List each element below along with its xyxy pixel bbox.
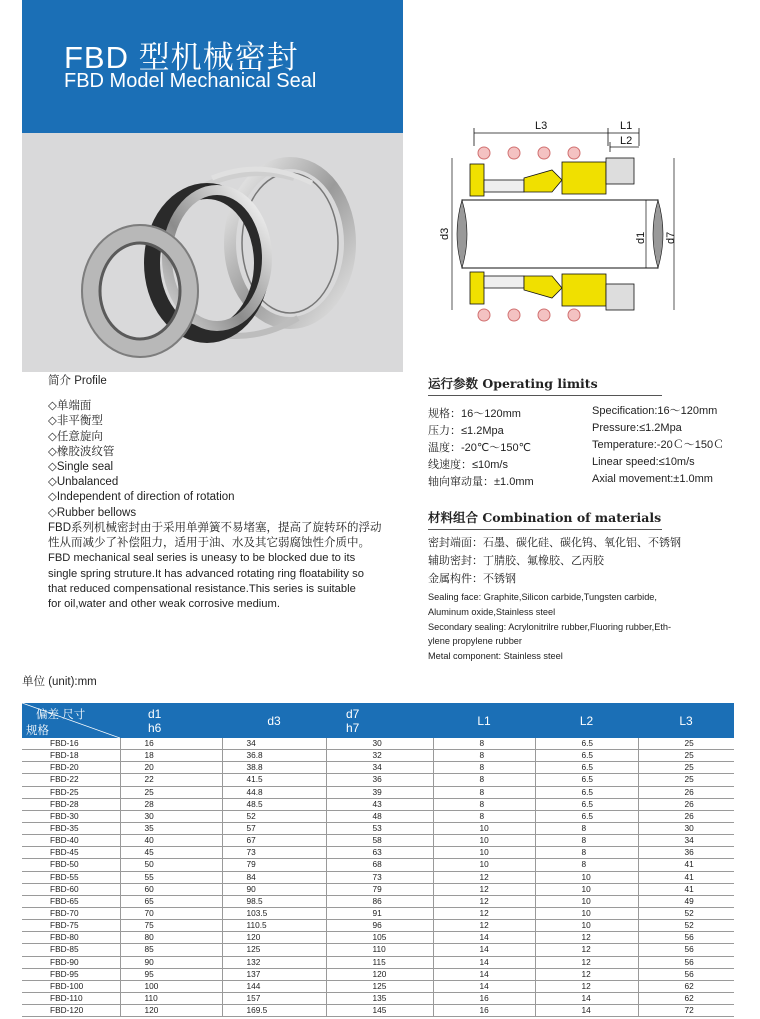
value-cell: 25 — [638, 762, 734, 774]
feature-item: ◇Rubber bellows — [48, 506, 137, 519]
table-row — [22, 762, 734, 774]
table-row — [22, 822, 734, 834]
table-row — [22, 798, 734, 810]
value-cell: 8 — [535, 822, 638, 834]
value-cell: 49 — [638, 895, 734, 907]
value-cell: 8 — [535, 835, 638, 847]
value-cell: 90 — [120, 956, 222, 968]
model-cell: FBD-100 — [22, 980, 120, 992]
value-cell: 41 — [638, 859, 734, 871]
value-cell: 56 — [638, 932, 734, 944]
value-cell: 135 — [326, 992, 433, 1004]
value-cell: 68 — [326, 859, 433, 871]
value-cell: 14 — [433, 980, 535, 992]
value-cell: 110 — [326, 944, 433, 956]
model-cell: FBD-18 — [22, 750, 120, 762]
value-cell: 8 — [433, 762, 535, 774]
value-cell: 52 — [638, 920, 734, 932]
value-cell: 25 — [120, 786, 222, 798]
header-l3: L3 — [638, 703, 734, 738]
table-row — [22, 883, 734, 895]
dim-label-l2: L2 — [620, 135, 633, 147]
table-row — [22, 786, 734, 798]
value-cell: 145 — [326, 1005, 433, 1017]
header-d7: d7 h7 — [326, 703, 433, 738]
value-cell: 120 — [120, 1005, 222, 1017]
value-cell: 30 — [120, 810, 222, 822]
value-cell: 6.5 — [535, 798, 638, 810]
model-cell: FBD-85 — [22, 944, 120, 956]
limit-item: Linear speed:≤10m/s — [592, 456, 695, 468]
cross-section-drawing — [434, 118, 682, 348]
title-en: FBD Model Mechanical Seal — [64, 70, 317, 92]
materials-en — [428, 590, 698, 664]
value-cell: 36.8 — [222, 750, 326, 762]
value-cell: 8 — [433, 774, 535, 786]
value-cell: 169.5 — [222, 1005, 326, 1017]
dim-label-d7: d7 — [665, 231, 677, 244]
table-row — [22, 750, 734, 762]
value-cell: 12 — [433, 895, 535, 907]
value-cell: 36 — [638, 847, 734, 859]
materials-heading — [428, 508, 662, 530]
value-cell: 16 — [120, 738, 222, 750]
value-cell: 56 — [638, 956, 734, 968]
value-cell: 65 — [120, 895, 222, 907]
materials-title: 材料组合 Combination of materials — [428, 508, 662, 530]
materials-zh — [428, 534, 681, 588]
value-cell: 32 — [326, 750, 433, 762]
value-cell: 10 — [535, 920, 638, 932]
value-cell: 72 — [638, 1005, 734, 1017]
limit-item: 轴向窜动量：±1.0mm — [428, 476, 534, 488]
value-cell: 36 — [326, 774, 433, 786]
model-cell: FBD-35 — [22, 822, 120, 834]
model-cell: FBD-28 — [22, 798, 120, 810]
value-cell: 10 — [433, 822, 535, 834]
value-cell: 8 — [433, 798, 535, 810]
value-cell: 12 — [535, 968, 638, 980]
value-cell: 10 — [535, 883, 638, 895]
model-cell: FBD-50 — [22, 859, 120, 871]
value-cell: 79 — [222, 859, 326, 871]
value-cell: 12 — [535, 944, 638, 956]
value-cell: 52 — [638, 907, 734, 919]
value-cell: 50 — [120, 859, 222, 871]
value-cell: 60 — [120, 883, 222, 895]
value-cell: 14 — [535, 1005, 638, 1017]
table-row — [22, 810, 734, 822]
value-cell: 12 — [433, 883, 535, 895]
model-cell: FBD-20 — [22, 762, 120, 774]
value-cell: 120 — [326, 968, 433, 980]
limit-item: 温度：-20℃～150℃ — [428, 442, 531, 454]
value-cell: 16 — [433, 1005, 535, 1017]
dim-label-l3: L3 — [535, 120, 548, 132]
value-cell: 91 — [326, 907, 433, 919]
limit-item: 压力：≤1.2Mpa — [428, 425, 504, 437]
material-item: Secondary sealing: Acrylonitrilre rubber,Fluoring rubber,Eth- — [428, 621, 672, 632]
table-row — [22, 980, 734, 992]
value-cell: 57 — [222, 822, 326, 834]
operating-limits-title: 运行参数 Operating limits — [428, 374, 662, 396]
value-cell: 30 — [638, 822, 734, 834]
value-cell: 8 — [433, 810, 535, 822]
value-cell: 41 — [638, 883, 734, 895]
value-cell: 12 — [433, 871, 535, 883]
dimension-table — [22, 703, 734, 1017]
table-row — [22, 932, 734, 944]
value-cell: 144 — [222, 980, 326, 992]
description-en-line: single spring struture.It has advanced rotating ring floatability so — [48, 567, 364, 580]
value-cell: 70 — [120, 907, 222, 919]
limit-item: Pressure:≤1.2Mpa — [592, 422, 682, 434]
value-cell: 125 — [222, 944, 326, 956]
value-cell: 40 — [120, 835, 222, 847]
value-cell: 28 — [120, 798, 222, 810]
table-row — [22, 847, 734, 859]
title-zh: FBD 型机械密封 — [64, 40, 299, 75]
table-row — [22, 907, 734, 919]
value-cell: 45 — [120, 847, 222, 859]
value-cell: 73 — [222, 847, 326, 859]
value-cell: 85 — [120, 944, 222, 956]
value-cell: 26 — [638, 798, 734, 810]
value-cell: 86 — [326, 895, 433, 907]
profile-section — [48, 374, 398, 613]
value-cell: 8 — [433, 786, 535, 798]
value-cell: 43 — [326, 798, 433, 810]
value-cell: 157 — [222, 992, 326, 1004]
value-cell: 10 — [535, 871, 638, 883]
material-item: ylene propylene rubber — [428, 636, 522, 647]
table-row — [22, 774, 734, 786]
header-corner — [22, 703, 120, 738]
material-item: 金属构件：不锈钢 — [428, 573, 516, 585]
value-cell: 12 — [535, 932, 638, 944]
table-row — [22, 895, 734, 907]
value-cell: 44.8 — [222, 786, 326, 798]
material-item: 密封端面：石墨、碳化硅、碳化钨、氧化铝、不锈钢 — [428, 537, 681, 549]
model-cell: FBD-22 — [22, 774, 120, 786]
value-cell: 75 — [120, 920, 222, 932]
title-banner — [22, 0, 403, 133]
model-cell: FBD-65 — [22, 895, 120, 907]
value-cell: 12 — [535, 980, 638, 992]
value-cell: 110 — [120, 992, 222, 1004]
value-cell: 63 — [326, 847, 433, 859]
value-cell: 10 — [433, 835, 535, 847]
value-cell: 14 — [433, 944, 535, 956]
seal-illustration — [22, 133, 403, 372]
table-row — [22, 859, 734, 871]
value-cell: 6.5 — [535, 750, 638, 762]
model-cell: FBD-55 — [22, 871, 120, 883]
table-header-row — [22, 703, 734, 738]
feature-item: ◇橡胶波纹管 — [48, 445, 115, 458]
unit-label: 单位 (unit):mm — [22, 676, 97, 688]
table-row — [22, 992, 734, 1004]
feature-item: ◇Independent of direction of rotation — [48, 491, 235, 504]
value-cell: 8 — [535, 847, 638, 859]
table-row — [22, 956, 734, 968]
value-cell: 98.5 — [222, 895, 326, 907]
product-photo — [22, 133, 403, 372]
material-item: Metal component: Stainless steel — [428, 651, 563, 662]
material-item: Aluminum oxide,Stainless steel — [428, 606, 556, 617]
value-cell: 56 — [638, 968, 734, 980]
value-cell: 62 — [638, 992, 734, 1004]
model-cell: FBD-16 — [22, 738, 120, 750]
value-cell: 110.5 — [222, 920, 326, 932]
model-cell: FBD-120 — [22, 1005, 120, 1017]
value-cell: 39 — [326, 786, 433, 798]
value-cell: 96 — [326, 920, 433, 932]
table-row — [22, 968, 734, 980]
material-item: Sealing face: Graphite,Silicon carbide,Tungsten carbide, — [428, 592, 657, 602]
table-row — [22, 835, 734, 847]
model-cell: FBD-75 — [22, 920, 120, 932]
feature-item: ◇Single seal — [48, 461, 114, 474]
table-row — [22, 871, 734, 883]
operating-limits-heading — [428, 374, 664, 396]
value-cell: 12 — [433, 920, 535, 932]
material-item: 辅助密封：丁腈胶、氟橡胶、乙丙胶 — [428, 555, 604, 567]
value-cell: 6.5 — [535, 774, 638, 786]
model-cell: FBD-95 — [22, 968, 120, 980]
model-cell: FBD-60 — [22, 883, 120, 895]
value-cell: 52 — [222, 810, 326, 822]
feature-item: ◇Unbalanced — [48, 476, 119, 489]
operating-limits-en — [592, 403, 724, 488]
value-cell: 25 — [638, 738, 734, 750]
value-cell: 10 — [535, 907, 638, 919]
value-cell: 34 — [326, 762, 433, 774]
value-cell: 132 — [222, 956, 326, 968]
model-cell: FBD-45 — [22, 847, 120, 859]
model-cell: FBD-90 — [22, 956, 120, 968]
header-l1: L1 — [433, 703, 535, 738]
value-cell: 20 — [120, 762, 222, 774]
header-corner-bottom: 规格 — [26, 725, 49, 737]
value-cell: 95 — [120, 968, 222, 980]
table-row — [22, 1005, 734, 1017]
value-cell: 12 — [433, 907, 535, 919]
value-cell: 103.5 — [222, 907, 326, 919]
value-cell: 90 — [222, 883, 326, 895]
value-cell: 30 — [326, 738, 433, 750]
limit-item: Axial movement:±1.0mm — [592, 473, 713, 485]
value-cell: 48.5 — [222, 798, 326, 810]
value-cell: 80 — [120, 932, 222, 944]
value-cell: 41.5 — [222, 774, 326, 786]
model-cell: FBD-25 — [22, 786, 120, 798]
feature-item: ◇非平衡型 — [48, 415, 103, 428]
value-cell: 12 — [535, 956, 638, 968]
header-corner-top: 偏差 尺寸 — [36, 709, 86, 721]
value-cell: 35 — [120, 822, 222, 834]
value-cell: 38.8 — [222, 762, 326, 774]
value-cell: 6.5 — [535, 810, 638, 822]
value-cell: 14 — [433, 932, 535, 944]
description-en-line: FBD mechanical seal series is uneasy to be blocked due to its — [48, 552, 356, 565]
value-cell: 6.5 — [535, 738, 638, 750]
value-cell: 105 — [326, 932, 433, 944]
value-cell: 25 — [638, 750, 734, 762]
value-cell: 79 — [326, 883, 433, 895]
value-cell: 10 — [433, 847, 535, 859]
value-cell: 25 — [638, 774, 734, 786]
value-cell: 100 — [120, 980, 222, 992]
feature-item: ◇单端面 — [48, 400, 92, 413]
table-row — [22, 738, 734, 750]
operating-limits-zh — [428, 406, 534, 491]
header-l2: L2 — [535, 703, 638, 738]
table-row — [22, 920, 734, 932]
value-cell: 26 — [638, 810, 734, 822]
model-cell: FBD-80 — [22, 932, 120, 944]
value-cell: 8 — [535, 859, 638, 871]
value-cell: 10 — [535, 895, 638, 907]
value-cell: 41 — [638, 871, 734, 883]
value-cell: 8 — [433, 738, 535, 750]
dim-label-d1: d1 — [635, 231, 647, 244]
value-cell: 34 — [222, 738, 326, 750]
value-cell: 14 — [433, 968, 535, 980]
description-zh-line: FBD系列机械密封由于采用单弹簧不易堵塞，提高了旋转环的浮动 — [48, 521, 382, 534]
value-cell: 73 — [326, 871, 433, 883]
value-cell: 14 — [433, 956, 535, 968]
value-cell: 6.5 — [535, 762, 638, 774]
dim-label-d3: d3 — [439, 227, 451, 240]
value-cell: 58 — [326, 835, 433, 847]
value-cell: 67 — [222, 835, 326, 847]
value-cell: 125 — [326, 980, 433, 992]
value-cell: 115 — [326, 956, 433, 968]
value-cell: 120 — [222, 932, 326, 944]
limit-item: Specification:16～120mm — [592, 405, 718, 417]
profile-title: 简介 Profile — [48, 375, 107, 387]
header-d1: d1 h6 — [120, 703, 222, 738]
model-cell: FBD-40 — [22, 835, 120, 847]
value-cell: 56 — [638, 944, 734, 956]
value-cell: 84 — [222, 871, 326, 883]
model-cell: FBD-70 — [22, 907, 120, 919]
header-d3: d3 — [222, 703, 326, 738]
value-cell: 62 — [638, 980, 734, 992]
description-en-line: that reduced compensational resistance.This series is suitable — [48, 583, 356, 596]
table-row — [22, 944, 734, 956]
model-cell: FBD-30 — [22, 810, 120, 822]
value-cell: 14 — [535, 992, 638, 1004]
value-cell: 34 — [638, 835, 734, 847]
value-cell: 26 — [638, 786, 734, 798]
model-cell: FBD-110 — [22, 992, 120, 1004]
value-cell: 137 — [222, 968, 326, 980]
dim-label-l1: L1 — [620, 120, 633, 132]
value-cell: 18 — [120, 750, 222, 762]
value-cell: 22 — [120, 774, 222, 786]
value-cell: 6.5 — [535, 786, 638, 798]
description-zh-line: 性从而减少了补偿阻力，适用于油、水及其它弱腐蚀性介质中。 — [48, 537, 370, 550]
limit-item: 规格：16～120mm — [428, 408, 521, 420]
value-cell: 16 — [433, 992, 535, 1004]
description-en-line: for oil,water and other weak corrosive medium. — [48, 598, 280, 611]
limit-item: 线速度：≤10m/s — [428, 459, 508, 471]
value-cell: 10 — [433, 859, 535, 871]
value-cell: 8 — [433, 750, 535, 762]
value-cell: 48 — [326, 810, 433, 822]
limit-item: Temperature:-20Ｃ～150Ｃ — [592, 439, 725, 451]
value-cell: 53 — [326, 822, 433, 834]
feature-item: ◇任意旋向 — [48, 430, 103, 443]
value-cell: 55 — [120, 871, 222, 883]
